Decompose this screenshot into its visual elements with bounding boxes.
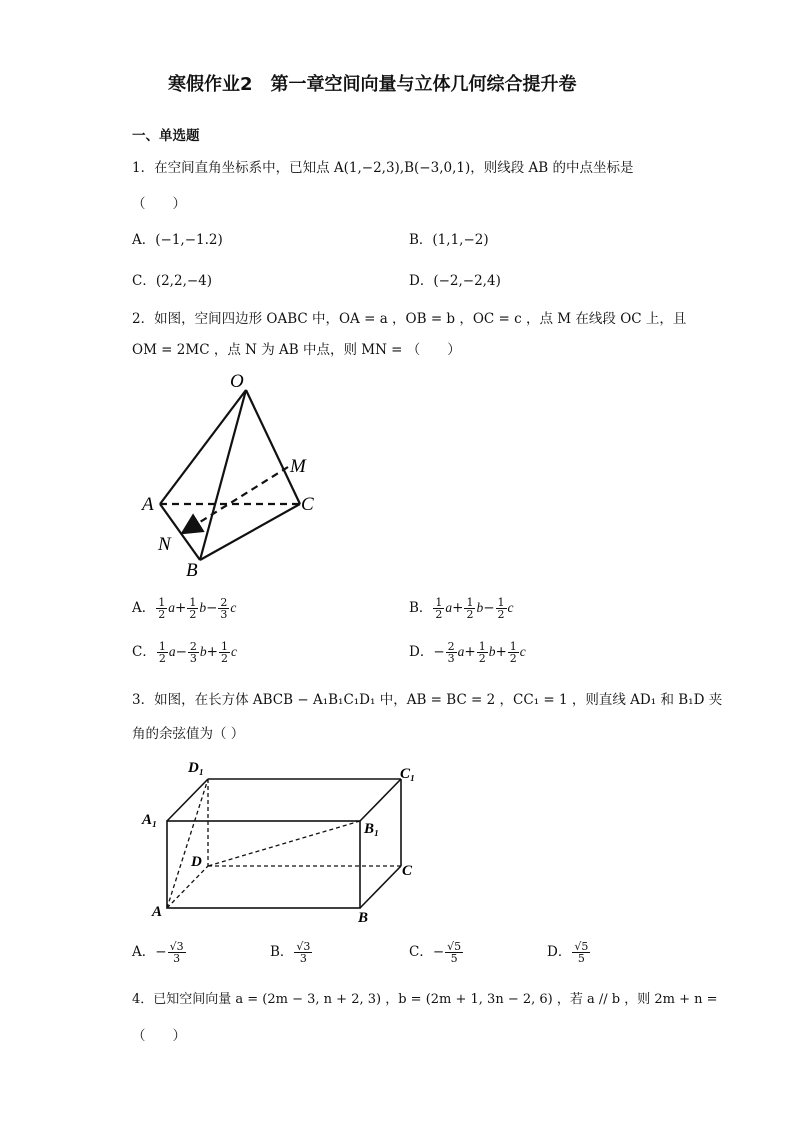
label-n: N (158, 534, 171, 555)
label-b1: B₁ (364, 821, 380, 837)
tetrahedron-figure (138, 368, 328, 580)
question-1-stem: 1．在空间直角坐标系中，已知点 A(1,−2,3),B(−3,0,1)，则线段 AB 的中点坐标是 (132, 160, 634, 176)
question-1-option-b: B．(1,1,−2) (409, 232, 489, 248)
question-1-option-c: C．(2,2,−4) (132, 273, 213, 289)
label-o: O (230, 371, 244, 392)
question-3-stem-line1: 3．如图，在长方体 ABCB − A₁B₁C₁D₁ 中，AB = BC = 2 ，CC₁ = 1 ，则直线 AD₁ 和 B₁D 夹 (132, 692, 723, 708)
question-2-option-a: A． $\frac{1}{2}$ a+ $\frac{1}{2}$ b− $\frac{2}{3}$ c (132, 596, 237, 621)
question-1-option-a: A．(−1,−1.2) (132, 232, 223, 248)
question-4-stem: 4．已知空间向量 a = (2m − 3, n + 2, 3) ，b = (2m + 1, 3n − 2, 6) ，若 a // b ，则 2m + n = (132, 992, 718, 1007)
label-c: C (402, 863, 413, 879)
edge-oa (160, 390, 246, 504)
section-heading: 一、单选题 (132, 128, 200, 144)
label-d1: D₁ (188, 760, 205, 776)
line-ad1 (167, 779, 208, 908)
label-c: C (301, 494, 314, 515)
question-3-option-c: C．− $\frac{√5}{5}$ (409, 940, 462, 965)
edge-b1c1 (360, 779, 401, 821)
question-2-option-b: B． $\frac{1}{2}$ a+ $\frac{1}{2}$ b− $\frac{1}{2}$ c (409, 596, 514, 621)
question-3-option-b: B． $\frac{√3}{3}$ (270, 940, 311, 965)
question-2-stem-line1: 2．如图，空间四边形 OABC 中，OA = a ，OB = b ，OC = c ，点 M 在线段 OC 上，且 (132, 311, 687, 327)
question-4-paren: （ ） (132, 1028, 186, 1044)
label-a: A (142, 494, 154, 515)
question-3-option-a: A．− $\frac{√3}{3}$ (132, 940, 184, 965)
label-b: B (358, 910, 369, 926)
question-2-option-d: D．− $\frac{2}{3}$ a+ $\frac{1}{2}$ b+ $\frac{1}{2}$ c (409, 640, 526, 665)
page-title: 寒假作业2 第一章空间向量与立体几何综合提升卷 (168, 74, 577, 95)
label-d: D (191, 854, 202, 870)
label-b: B (186, 560, 198, 580)
question-3-stem-line2: 角的余弦值为（ ） (132, 726, 245, 742)
vector-mn-dashed (184, 467, 288, 532)
question-2-stem-line2: OM = 2MC ，点 N 为 AB 中点，则 MN = （ ） (132, 342, 461, 358)
edge-bc (360, 866, 401, 908)
label-m: M (290, 456, 306, 477)
line-b1d (208, 821, 360, 866)
edge-ob (200, 390, 246, 560)
question-2-option-c: C． $\frac{1}{2}$ a− $\frac{2}{3}$ b+ $\frac{1}{2}$ c (132, 640, 237, 665)
question-1-option-d: D．(−2,−2,4) (409, 273, 501, 289)
label-a: A (152, 904, 163, 920)
question-3-option-d: D． $\frac{√5}{5}$ (547, 940, 589, 965)
question-1-paren: （ ） (132, 196, 186, 212)
label-c1: C₁ (400, 766, 416, 782)
cuboid-figure (136, 752, 426, 930)
label-a1: A₁ (142, 812, 158, 828)
